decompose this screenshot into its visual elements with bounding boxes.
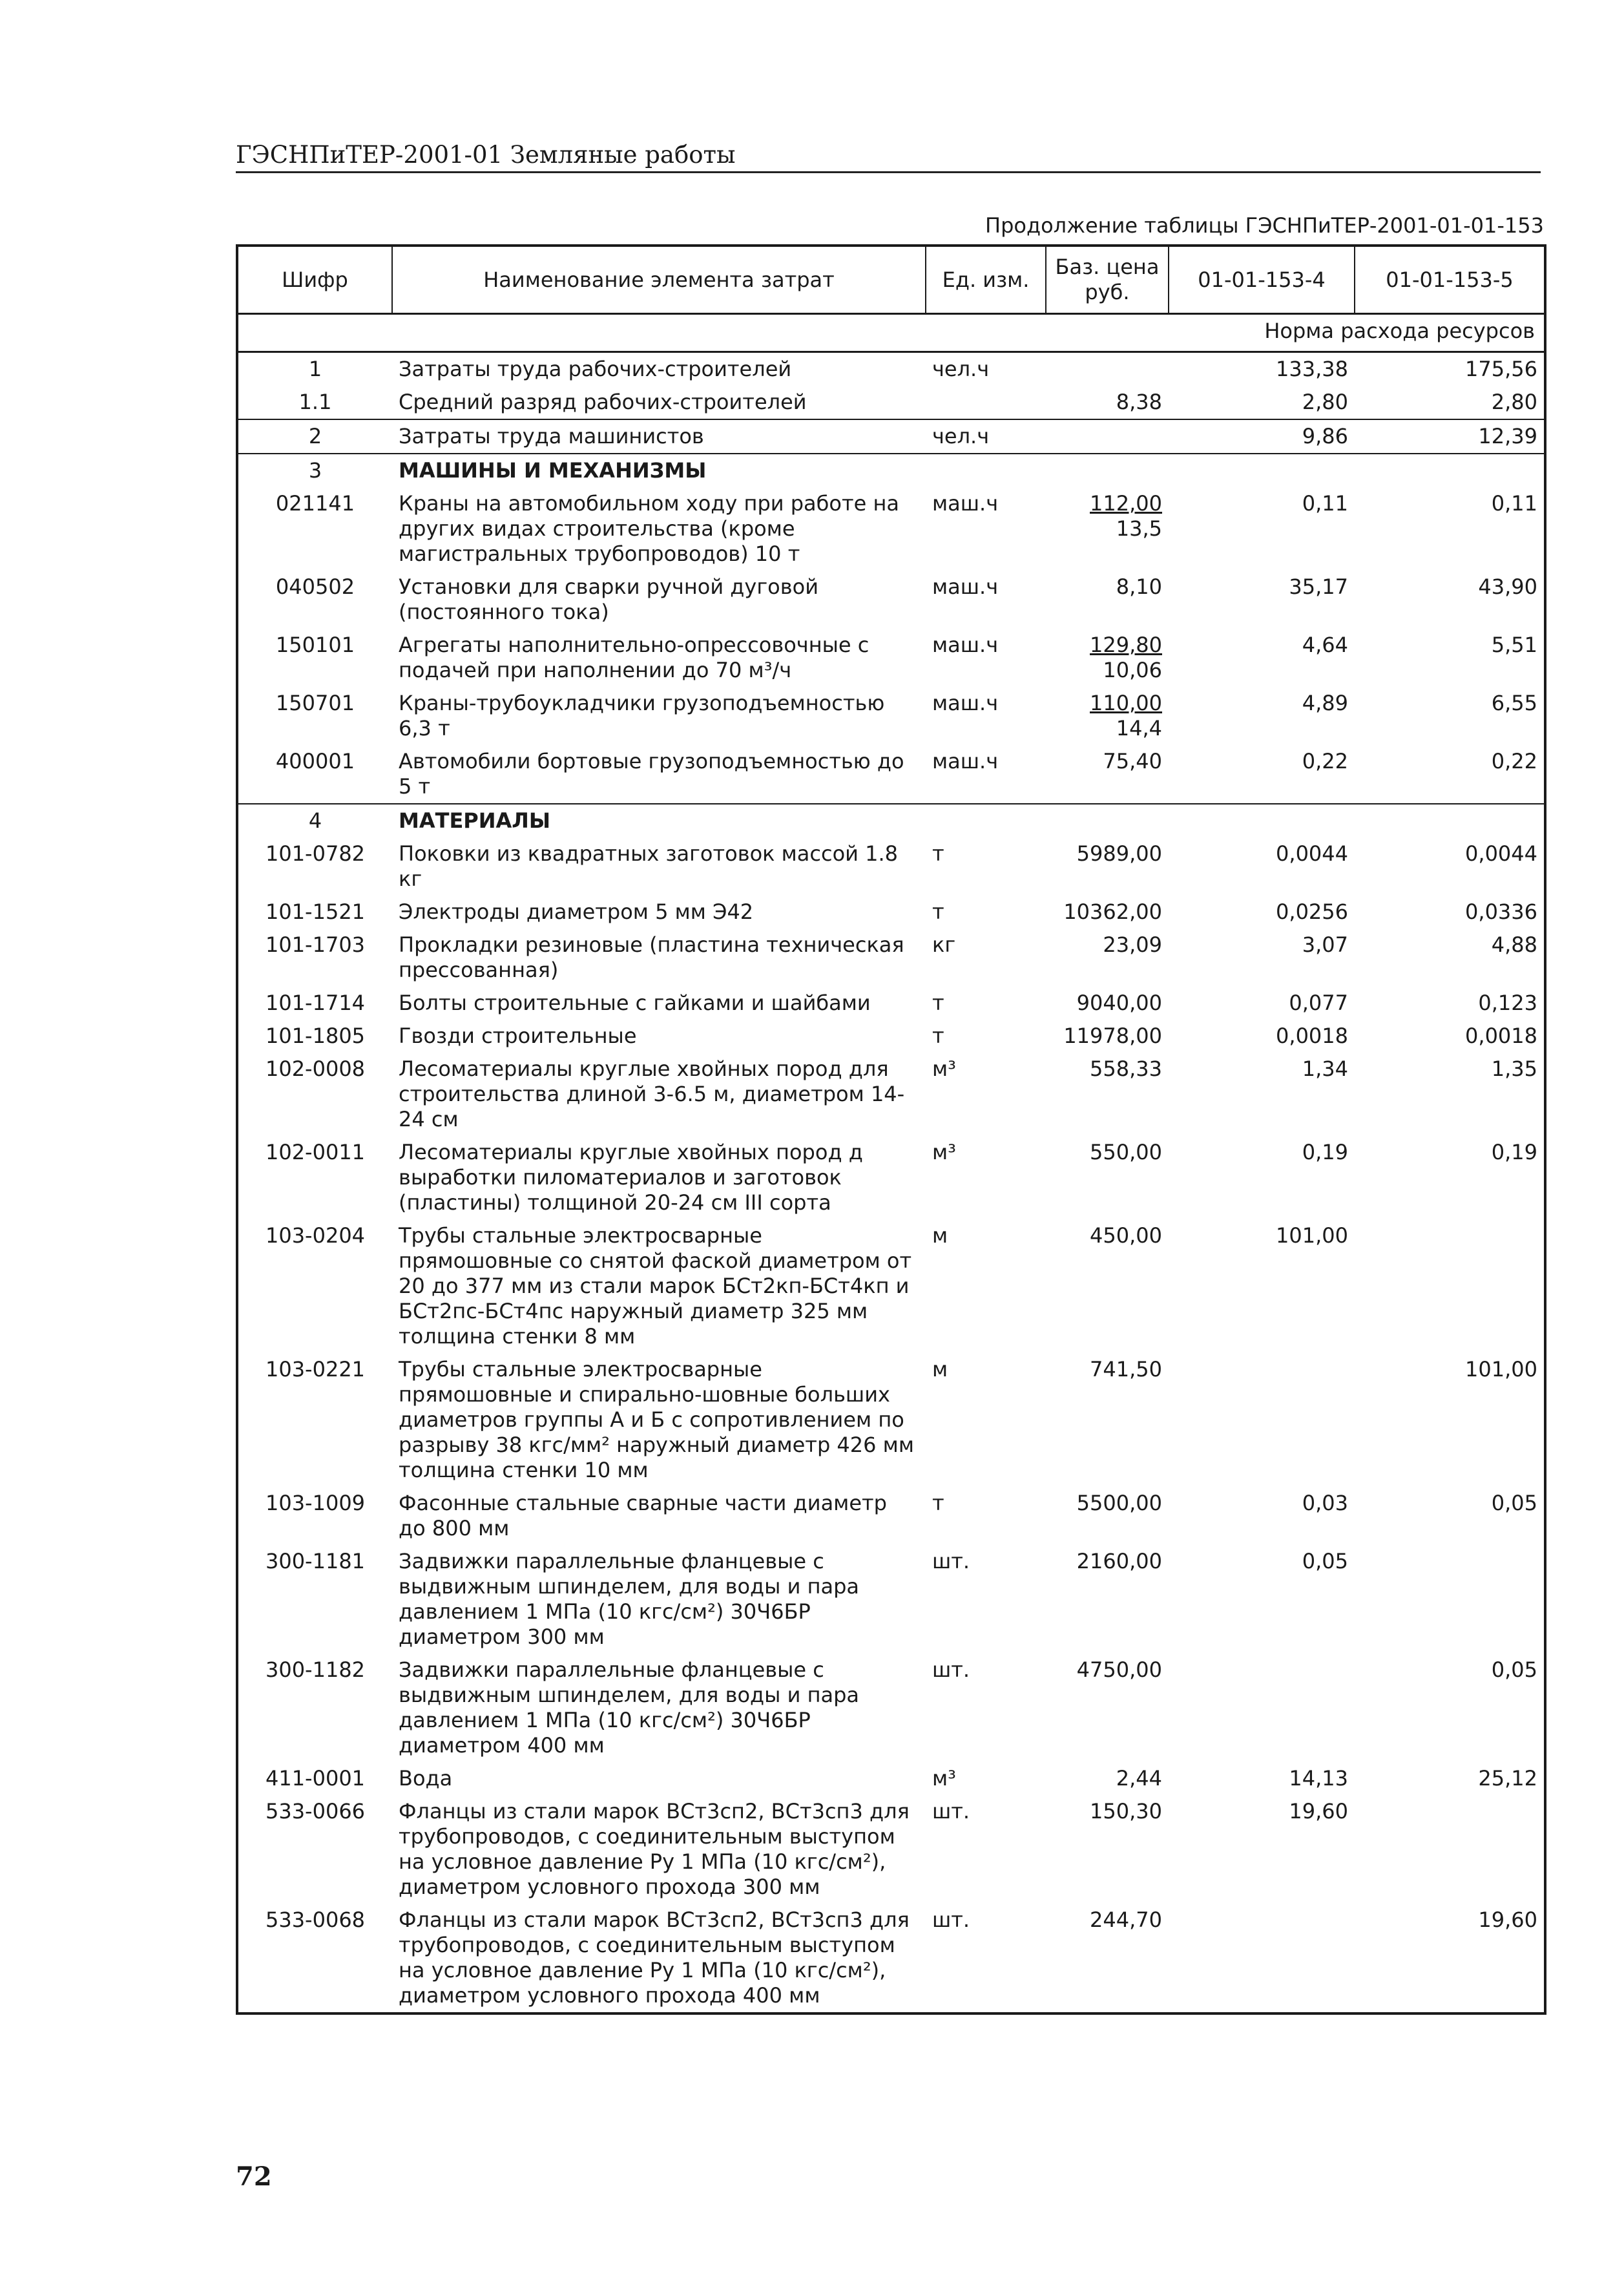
row-norm-153-4: 0,11 xyxy=(1302,491,1348,516)
header-unit: Ед. изм. xyxy=(926,246,1046,314)
row-unit: шт. xyxy=(932,1799,970,1824)
row-name: Краны-трубоукладчики грузоподъемностью 6,3 т xyxy=(399,691,885,741)
table-row xyxy=(237,454,1545,487)
table-caption: Продолжение таблицы ГЭСНПиТЕР-2001-01-01-153 xyxy=(985,213,1544,238)
table-row xyxy=(237,571,1545,629)
row-code: 101-1805 xyxy=(265,1024,366,1048)
row-name: Болты строительные с гайками и шайбами xyxy=(399,991,871,1015)
row-unit: т xyxy=(932,841,944,866)
price-base: 112,00 xyxy=(1090,491,1162,516)
header-code: Шифр xyxy=(237,246,392,314)
row-norm-153-5: 175,56 xyxy=(1465,357,1537,381)
row-code: 103-1009 xyxy=(265,1491,366,1515)
row-norm-153-4: 0,19 xyxy=(1302,1140,1348,1164)
row-norm-153-5 xyxy=(1355,1219,1545,1353)
row-norm-153-5: 25,12 xyxy=(1478,1766,1537,1791)
row-unit: шт. xyxy=(932,1549,970,1573)
table-row xyxy=(237,1654,1545,1762)
row-norm-153-5: 12,39 xyxy=(1355,419,1545,454)
row-unit: маш.ч xyxy=(932,633,999,657)
row-unit: т xyxy=(932,1491,944,1515)
row-price: 11978,00 xyxy=(1063,1024,1162,1048)
row-norm-153-5: 0,123 xyxy=(1478,991,1537,1015)
row-code: 300-1182 xyxy=(265,1657,366,1682)
price-wage: 13,5 xyxy=(1116,516,1162,541)
row-norm-153-5: 2,80 xyxy=(1355,386,1545,419)
row-unit: чел.ч xyxy=(932,357,990,381)
table-row xyxy=(237,1053,1545,1136)
row-norm-153-4: 0,03 xyxy=(1302,1491,1348,1515)
header-price: Баз. цена руб. xyxy=(1046,246,1169,314)
row-name: Фасонные стальные сварные части диаметр до 800 мм xyxy=(399,1491,887,1540)
row-norm-153-5: 1,35 xyxy=(1491,1056,1537,1081)
row-name: Затраты труда рабочих-строителей xyxy=(399,357,792,381)
row-price: 244,70 xyxy=(1090,1908,1162,1932)
row-name: Лесоматериалы круглые хвойных пород для строительства длиной 3-6.5 м, диаметром 14-24 см xyxy=(399,1056,905,1131)
row-price: 4750,00 xyxy=(1076,1657,1162,1682)
row-price: 2160,00 xyxy=(1076,1549,1162,1573)
page-number: 72 xyxy=(236,2161,272,2192)
row-price xyxy=(1046,454,1169,487)
row-name: Автомобили бортовые грузоподъемностью до 5 т xyxy=(392,745,926,804)
row-norm-153-5 xyxy=(1355,1795,1545,1904)
row-norm-153-5: 0,19 xyxy=(1491,1140,1537,1164)
table-row xyxy=(237,1136,1545,1219)
row-norm-153-4: 4,89 xyxy=(1302,691,1348,715)
row-code: 1.1 xyxy=(237,386,392,419)
row-norm-153-4 xyxy=(1169,454,1355,487)
row-norm-153-5: 0,11 xyxy=(1491,491,1537,516)
row-name: Затраты труда машинистов xyxy=(392,419,926,454)
row-unit xyxy=(926,804,1046,837)
row-name: Вода xyxy=(399,1766,453,1791)
row-norm-153-5: 0,05 xyxy=(1491,1657,1537,1682)
row-price: 23,09 xyxy=(1103,932,1162,957)
row-unit: т xyxy=(932,991,944,1015)
row-code: 150101 xyxy=(275,633,355,657)
row-norm-153-4: 133,38 xyxy=(1276,357,1348,381)
row-code: 021141 xyxy=(275,491,355,516)
row-code: 400001 xyxy=(237,745,392,804)
row-code: 411-0001 xyxy=(265,1766,366,1791)
row-price: 9040,00 xyxy=(1076,991,1162,1015)
row-norm-153-4: 3,07 xyxy=(1302,932,1348,957)
row-code: 4 xyxy=(308,808,322,833)
row-norm-153-5: 0,0044 xyxy=(1465,841,1537,866)
table-row xyxy=(237,804,1545,837)
price-wage: 14,4 xyxy=(1116,716,1162,741)
row-unit xyxy=(926,386,1046,419)
row-norm-153-5: 4,88 xyxy=(1491,932,1537,957)
norm-label-row xyxy=(237,314,1545,352)
row-code: 040502 xyxy=(275,574,355,599)
row-unit: кг xyxy=(932,932,956,957)
row-norm-153-5: 5,51 xyxy=(1491,633,1537,657)
row-price: 741,50 xyxy=(1090,1357,1162,1382)
header-col5: 01-01-153-5 xyxy=(1355,246,1545,314)
row-norm-153-5: 0,05 xyxy=(1491,1491,1537,1515)
row-unit: м³ xyxy=(932,1766,956,1791)
table-row xyxy=(237,1487,1545,1545)
row-price: 550,00 xyxy=(1090,1140,1162,1164)
table-row xyxy=(237,629,1545,687)
row-name: Задвижки параллельные фланцевые с выдвижным шпинделем, для воды и пара давлением 1 МПа (10 кгс/см²) 30Ч6БР диаметром 400 мм xyxy=(399,1657,860,1758)
row-name: Трубы стальные электросварные прямошовные и спирально-шовные больших диаметров группы А и Б с сопротивлением по разрыву 38 кгс/мм² наружный диаметр 426 мм толщина стенки 10 мм xyxy=(399,1357,914,1482)
table-row xyxy=(237,1545,1545,1654)
row-code: 103-0204 xyxy=(265,1223,366,1248)
price-base: 129,80 xyxy=(1090,633,1162,657)
table-row xyxy=(237,745,1545,804)
row-name: Установки для сварки ручной дуговой (постоянного тока) xyxy=(399,574,818,624)
table-row xyxy=(237,929,1545,987)
row-norm-153-5: 43,90 xyxy=(1478,574,1537,599)
row-price xyxy=(1046,352,1169,386)
row-code: 533-0068 xyxy=(265,1908,366,1932)
row-price: 8,38 xyxy=(1046,386,1169,419)
row-name: Агрегаты наполнительно-опрессовочные с подачей при наполнении до 70 м³/ч xyxy=(399,633,869,682)
row-price: 2,44 xyxy=(1116,1766,1162,1791)
row-price: 5500,00 xyxy=(1076,1491,1162,1515)
row-norm-153-5: 0,22 xyxy=(1355,745,1545,804)
table-row xyxy=(237,487,1545,571)
row-name: Поковки из квадратных заготовок массой 1.8 кг xyxy=(399,841,899,891)
row-norm-153-5 xyxy=(1355,804,1545,837)
row-unit: шт. xyxy=(932,1657,970,1682)
row-norm-153-5 xyxy=(1355,1545,1545,1654)
price-wage: 10,06 xyxy=(1103,658,1162,682)
row-code: 2 xyxy=(237,419,392,454)
row-norm-153-4: 4,64 xyxy=(1302,633,1348,657)
row-price xyxy=(1046,419,1169,454)
row-unit: маш.ч xyxy=(926,745,1046,804)
table-row xyxy=(237,352,1545,386)
row-price xyxy=(1046,687,1169,745)
row-price: 150,30 xyxy=(1090,1799,1162,1824)
table-row xyxy=(237,1353,1545,1487)
row-code: 150701 xyxy=(275,691,355,715)
row-code: 101-1521 xyxy=(265,899,366,924)
table-row xyxy=(237,1020,1545,1053)
row-code: 533-0066 xyxy=(265,1799,366,1824)
row-unit: м xyxy=(932,1223,948,1248)
row-unit: маш.ч xyxy=(932,491,999,516)
table-row xyxy=(237,1762,1545,1795)
table-row xyxy=(237,987,1545,1020)
table-row xyxy=(237,386,1545,419)
row-name: МАТЕРИАЛЫ xyxy=(399,808,551,833)
row-code: 300-1181 xyxy=(265,1549,366,1573)
row-norm-153-4: 35,17 xyxy=(1289,574,1348,599)
row-norm-153-4: 0,0018 xyxy=(1276,1024,1348,1048)
row-price: 8,10 xyxy=(1116,574,1162,599)
row-norm-153-4 xyxy=(1169,1654,1355,1762)
running-head: ГЭСНПиТЕР-2001-01 Земляные работы xyxy=(236,141,1541,173)
row-name: Фланцы из стали марок ВСт3сп2, ВСт3сп3 для трубопроводов, с соединительным выступом на условное давление Ру 1 МПа (10 кгс/см²), диаметром условного прохода 400 мм xyxy=(399,1908,910,2008)
row-norm-153-4: 0,077 xyxy=(1289,991,1348,1015)
row-price: 558,33 xyxy=(1090,1056,1162,1081)
row-name: Гвозди строительные xyxy=(399,1024,637,1048)
row-code: 101-1714 xyxy=(265,991,366,1015)
row-norm-153-4: 0,05 xyxy=(1302,1549,1348,1573)
row-code: 103-0221 xyxy=(265,1357,366,1382)
row-code: 102-0011 xyxy=(265,1140,366,1164)
row-price: 75,40 xyxy=(1046,745,1169,804)
row-norm-153-4: 14,13 xyxy=(1289,1766,1348,1791)
row-norm-153-4 xyxy=(1169,804,1355,837)
row-name: Прокладки резиновые (пластина техническая прессованная) xyxy=(399,932,904,982)
table-row xyxy=(237,896,1545,929)
row-norm-153-4: 0,0256 xyxy=(1276,899,1348,924)
row-norm-153-4: 1,34 xyxy=(1302,1056,1348,1081)
row-price xyxy=(1046,804,1169,837)
table-row xyxy=(237,837,1545,896)
row-unit: м xyxy=(932,1357,948,1382)
row-norm-153-4: 0,0044 xyxy=(1276,841,1348,866)
row-code: 101-1703 xyxy=(265,932,366,957)
row-name: Трубы стальные электросварные прямошовные со снятой фаской диаметром от 20 до 377 мм из стали марок БСт2кп-БСт4кп и БСт2пс-БСт4пс наружный диаметр 325 мм толщина стенки 8 мм xyxy=(399,1223,912,1349)
row-unit: чел.ч xyxy=(926,419,1046,454)
row-unit: т xyxy=(932,899,944,924)
row-norm-153-4: 101,00 xyxy=(1276,1223,1348,1248)
row-price: 5989,00 xyxy=(1076,841,1162,866)
row-code: 102-0008 xyxy=(265,1056,366,1081)
row-norm-153-5: 0,0018 xyxy=(1465,1024,1537,1048)
header-col4: 01-01-153-4 xyxy=(1169,246,1355,314)
row-name: Лесоматериалы круглые хвойных пород д выработки пиломатериалов и заготовок (пластины) толщиной 20-24 см III сорта xyxy=(399,1140,863,1215)
row-unit: м³ xyxy=(932,1140,956,1164)
row-norm-153-5: 19,60 xyxy=(1478,1908,1537,1932)
row-name: Краны на автомобильном ходу при работе на других видах строительства (кроме магистральных трубопроводов) 10 т xyxy=(399,491,899,566)
row-norm-153-4: 2,80 xyxy=(1169,386,1355,419)
price-base: 110,00 xyxy=(1090,691,1162,715)
table-row xyxy=(237,419,1545,454)
row-norm-153-4: 9,86 xyxy=(1169,419,1355,454)
row-price xyxy=(1046,629,1169,687)
table-header-row xyxy=(237,246,1545,314)
resource-norms-table xyxy=(236,244,1546,2015)
row-norm-153-5 xyxy=(1355,454,1545,487)
table-row xyxy=(237,1904,1545,2013)
norm-label: Норма расхода ресурсов xyxy=(237,314,1545,352)
row-price: 450,00 xyxy=(1090,1223,1162,1248)
row-code: 3 xyxy=(308,458,322,483)
row-norm-153-4: 0,22 xyxy=(1169,745,1355,804)
table-row xyxy=(237,1795,1545,1904)
row-norm-153-5: 101,00 xyxy=(1465,1357,1537,1382)
row-norm-153-5: 6,55 xyxy=(1491,691,1537,715)
row-name: Электроды диаметром 5 мм Э42 xyxy=(399,899,754,924)
row-norm-153-4: 19,60 xyxy=(1289,1799,1348,1824)
row-name: Фланцы из стали марок ВСт3сп2, ВСт3сп3 для трубопроводов, с соединительным выступом на условное давление Ру 1 МПа (10 кгс/см²), диаметром условного прохода 300 мм xyxy=(399,1799,910,1899)
row-name: Средний разряд рабочих-строителей xyxy=(392,386,926,419)
row-price: 10362,00 xyxy=(1063,899,1162,924)
row-unit: шт. xyxy=(932,1908,970,1932)
row-unit: маш.ч xyxy=(932,574,999,599)
header-name: Наименование элемента затрат xyxy=(392,246,926,314)
row-code: 101-0782 xyxy=(265,841,366,866)
table-row xyxy=(237,687,1545,745)
row-unit xyxy=(926,454,1046,487)
row-name: Задвижки параллельные фланцевые с выдвижным шпинделем, для воды и пара давлением 1 МПа (10 кгс/см²) 30Ч6БР диаметром 300 мм xyxy=(399,1549,860,1649)
row-unit: м³ xyxy=(932,1056,956,1081)
row-norm-153-4 xyxy=(1169,1904,1355,2013)
row-unit: т xyxy=(932,1024,944,1048)
row-norm-153-4 xyxy=(1169,1353,1355,1487)
row-name: МАШИНЫ И МЕХАНИЗМЫ xyxy=(399,458,707,483)
row-code: 1 xyxy=(308,357,322,381)
row-norm-153-5: 0,0336 xyxy=(1465,899,1537,924)
row-unit: маш.ч xyxy=(932,691,999,715)
table-row xyxy=(237,1219,1545,1353)
row-price xyxy=(1046,487,1169,571)
